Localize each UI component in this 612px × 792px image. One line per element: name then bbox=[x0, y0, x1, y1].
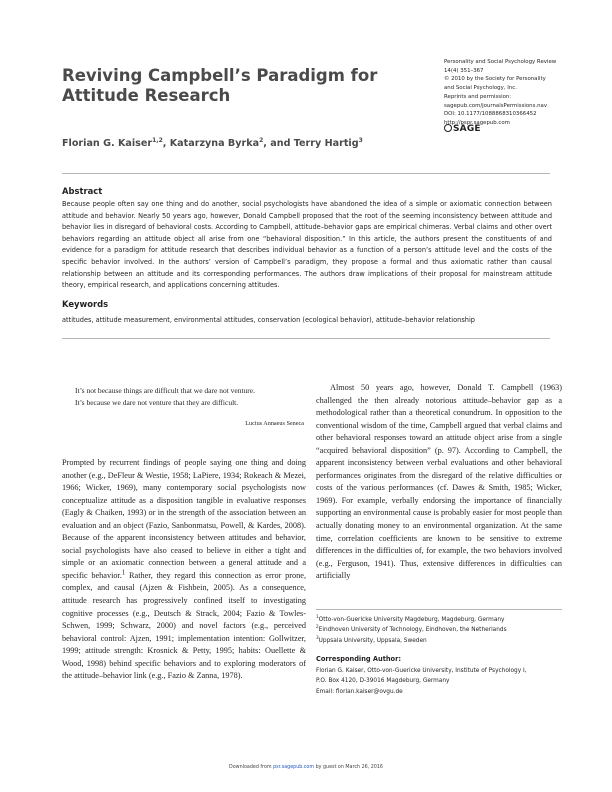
journal-info-line: Reprints and permission: bbox=[444, 93, 512, 100]
abstract-text: Because people often say one thing and do another, social psychologists have abandoned the idea of a simple or axiomatic connection between attitude and behavior. Nearly 50 years ago, however, Donald Campbell proposed that the root of the seeming inconsistency between attitude and behavior lies in disregard of behavioral costs. According to Campbell, attitude–behavior gaps are empirical chimeras. Verbal claims and other overt behaviors regarding an attitude object all arise from one “behavioral disposition.” In this article, the authors present the constituents of and evidence for a paradigm for attitude research that describes individual behavior as a function of a person’s attitude level and the costs of the specific behavior involved. In the authors’ version of Campbell’s paradigm, they propose a formal and thus axiomatic rather than causal relationship between an attitude and its corresponding performances. The authors draw implications of their proposal for mainstream attitude theory, empirical research, and applications concerning attitudes. bbox=[62, 200, 552, 290]
body-column-left bbox=[62, 457, 306, 683]
author-separator: , bbox=[162, 138, 170, 149]
author-separator: , and bbox=[263, 138, 294, 149]
affiliation-text: Uppsala University, Uppsala, Sweden bbox=[318, 637, 427, 644]
author-name: Florian G. Kaiser bbox=[62, 138, 153, 149]
body-paragraph: Almost 50 years ago, however, Donald T. Campbell (1963) challenged the then already notorious attitude–behavior gap as a methodological rather than a theoretical conundrum. In opposition to the conventional wisdom of the time, Campbell argued that verbal claims and other behavioral responses toward an attitude object arise from a single “acquired behavioral disposition” (p. 97). According to Campbell, the apparent inconsistency between verbal evaluations and other behavioral performances originates from the disregard of the relative difficulties or costs of the various performances (cf. Dawes & Smith, 1985; Wicker, 1969). For example, verbally endorsing the importance of financially supporting an environmental cause is probably easier for most people than actually donating money to an environmental organization. At the same time, correlation coefficients are known to be sensitive to extreme differences in the difficulties of, for example, the two behaviors involved (e.g., Ferguson, 1941). Thus, extensive differences in difficulties can artificially bbox=[316, 383, 562, 581]
divider bbox=[62, 173, 550, 174]
download-note bbox=[0, 765, 612, 770]
corresponding-author-line: P.O. Box 4120, D-39016 Magdeburg, Germany bbox=[316, 678, 450, 685]
corresponding-author-line: Florian G. Kaiser, Otto-von-Guericke University, Institute of Psychology I, bbox=[316, 668, 527, 674]
affiliation-item bbox=[316, 625, 566, 635]
footnote-marker: 1 bbox=[121, 569, 126, 577]
epigraph-line: It’s because we dare not venture that they are difficult. bbox=[75, 398, 239, 408]
affiliation-text: Eindhoven University of Technology, Eindhoven, the Netherlands bbox=[318, 627, 507, 634]
publisher-logo-text: SAGE bbox=[453, 124, 481, 134]
download-link[interactable]: psr.sagepub.com bbox=[273, 765, 315, 770]
publisher-logo bbox=[444, 124, 481, 134]
body-paragraph bbox=[62, 457, 306, 683]
download-note-prefix: Downloaded from bbox=[229, 765, 274, 770]
affiliations bbox=[316, 615, 566, 646]
divider bbox=[316, 609, 562, 610]
author-affiliation-mark: 2 bbox=[259, 136, 264, 144]
affiliation-mark: 1 bbox=[316, 614, 319, 620]
affiliation-item bbox=[316, 636, 566, 646]
author-list bbox=[62, 138, 363, 149]
sage-logo-icon bbox=[444, 124, 452, 132]
journal-info-line: and Social Psychology, Inc. bbox=[444, 85, 517, 92]
divider bbox=[62, 338, 550, 339]
author-affiliation-mark: 1,2 bbox=[152, 136, 163, 144]
abstract-heading: Abstract bbox=[62, 186, 103, 196]
corresponding-author-details bbox=[316, 666, 576, 697]
journal-info-line: © 2010 by the Society for Personality bbox=[444, 76, 546, 83]
affiliation-mark: 3 bbox=[316, 634, 319, 640]
corresponding-author-email[interactable]: Email: florian.kaiser@ovgu.de bbox=[316, 688, 403, 695]
epigraph-line: It’s not because things are difficult that we dare not venture. bbox=[75, 386, 256, 395]
affiliation-item bbox=[316, 615, 566, 625]
body-text: Rather, they regard this connection as error prone, complex, and causal (Ajzen & Fishbein, 2005). As a consequence, attitude research has progressively confined itself to investigating cognitive processes (e.g., Deutsch & Strack, 2004; Fazio & Towles-Schwen, 1999; Schwarz, 2000) and novel factors (e.g., perceived behavioral control: Ajzen, 1991; implementation intention: Gollwitzer, 1999; attitude strength: Krosnick & Petty, 1995; habits: Ouellette & Wood, 1998) behind specific behaviors and to exploring moderators of the attitude–behavior link (e.g., Fazio & Zanna, 1978). bbox=[62, 570, 307, 681]
epigraph bbox=[75, 385, 305, 409]
affiliation-mark: 2 bbox=[316, 624, 319, 630]
body-column-right bbox=[316, 382, 562, 583]
keywords-text: attitudes, attitude measurement, environmental attitudes, conservation (ecological behavior), attitude–behavior relationship bbox=[62, 316, 475, 324]
author-name: Katarzyna Byrka bbox=[169, 138, 260, 149]
journal-info-line: sagepub.com/journalsPermissions.nav bbox=[444, 102, 548, 109]
article-title: Reviving Campbell’s Paradigm for Attitude Research bbox=[62, 66, 378, 105]
affiliation-text: Otto-von-Guericke University Magdeburg, Magdeburg, Germany bbox=[318, 617, 505, 623]
epigraph-author: Lucius Annaeus Seneca bbox=[245, 420, 304, 427]
body-text: Prompted by recurrent findings of people saying one thing and doing another (e.g., DeFleur & Westie, 1958; LaPiere, 1934; Rokeach & Mezei, 1966; Wicker, 1969), many contemporary social psychologists now conceptualize attitude as a disposition tangible in evaluative responses (Eagly & Chaiken, 1993) or in the strength of the association between an evaluation and an object (Fazio, Sanbonmatsu, Powell, & Kardes, 2008). Because of the apparent inconsistency between attitudes and behavior, social psychologists have also ceased to believe in either a tight and simple or an axiomatic connection between a general attitude and a specific behavior. bbox=[62, 458, 306, 580]
journal-info-line[interactable]: http://pspr.sagepub.com bbox=[444, 119, 510, 126]
author-affiliation-mark: 3 bbox=[358, 136, 363, 144]
journal-info-line: Personality and Social Psychology Review bbox=[444, 59, 557, 65]
keywords-heading: Keywords bbox=[62, 299, 109, 309]
journal-info-line: DOI: 10.1177/1088868310366452 bbox=[444, 111, 537, 118]
journal-info-line: 14(4) 351–367 bbox=[444, 67, 484, 74]
download-note-suffix: by guest on March 26, 2016 bbox=[314, 765, 383, 770]
author-name: Terry Hartig bbox=[293, 138, 359, 149]
corresponding-author-heading: Corresponding Author: bbox=[316, 655, 401, 663]
journal-info bbox=[444, 58, 604, 128]
